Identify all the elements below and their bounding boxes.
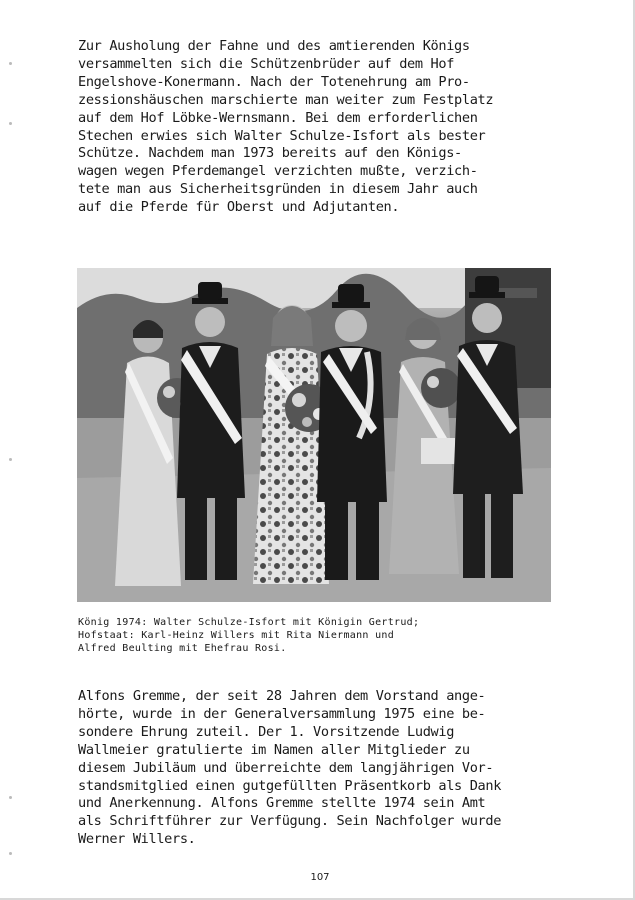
binding-mark: [9, 458, 12, 461]
binding-mark: [9, 62, 12, 65]
page-number: 107: [310, 872, 330, 883]
binding-mark: [9, 852, 12, 855]
body-paragraph-1: Zur Ausholung der Fahne und des amtierenden Königs versammelten sich die Schützenbrüder auf dem Hof Engelshove-Konermann. Nach der Totenehrung am Pro- zessionshäuschen marschierte man weiter zum Festplatz auf dem Hof Löbke-Wernsmann. Bei dem erforderlichen Stechen erwies sich Walter Schulze-Isfort als bester Schütze. Nachdem man 1973 bereits auf den Königs- wagen wegen Pferdemangel verzichten mußte, verzich- tete man aus Sicherheitsgründen in diesem Jahr auch auf die Pferde für Oberst und Adjutanten.: [78, 38, 494, 216]
group-photo-illustration: [77, 268, 551, 602]
body-paragraph-2: Alfons Gremme, der seit 28 Jahren dem Vorstand ange- hörte, wurde in der Generalversammlung 1975 eine be- sondere Ehrung zuteil. Der 1. Vorsitzende Ludwig Wallmeier gratulierte im Namen aller Mitglieder zu diesem Jubiläum und überreichte dem langjährigen Vor- standsmitglied einen gutgefüllten Präsentkorb als Dank und Anerkennung. Alfons Gremme stellte 1974 sein Amt als Schriftführer zur Verfügung. Sein Nachfolger wurde Werner Willers.: [78, 688, 502, 848]
group-photo: [77, 268, 551, 602]
photo-caption: König 1974: Walter Schulze-Isfort mit Königin Gertrud; Hofstaat: Karl-Heinz Willers mit Rita Niermann und Alfred Beulting mit Ehefrau Rosi.: [78, 617, 420, 655]
binding-mark: [9, 122, 12, 125]
binding-mark: [9, 796, 12, 799]
